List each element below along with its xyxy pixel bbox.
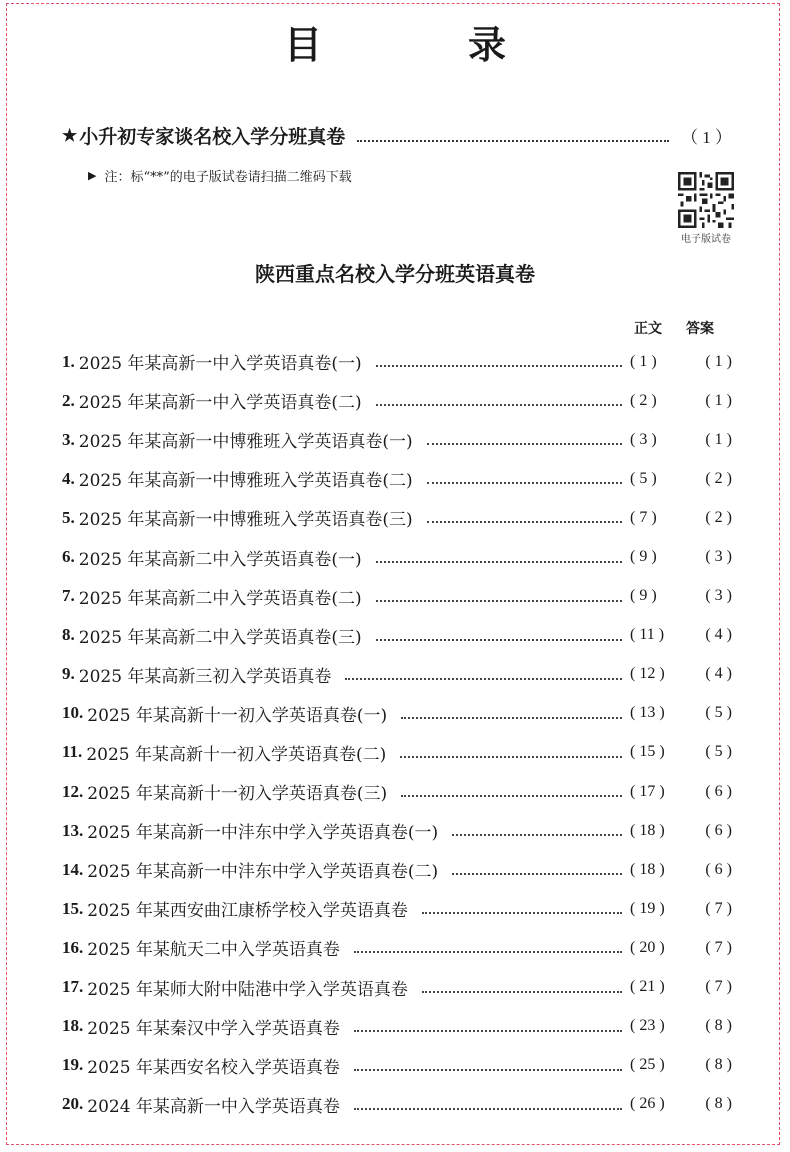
toc-entry-number: 4. bbox=[62, 468, 75, 488]
toc-entry-number: 18. bbox=[62, 1016, 84, 1036]
dot-leader bbox=[354, 1099, 622, 1110]
toc-entry-answer-page: ( 5 ) bbox=[705, 704, 732, 722]
toc-entry-main-page: ( 2 ) bbox=[630, 391, 657, 409]
toc-entry-answer-page: ( 1 ) bbox=[705, 430, 732, 448]
lead-entry[interactable] bbox=[62, 122, 732, 149]
toc-entry-title: 2025 年某高新一中沣东中学入学英语真卷(二) bbox=[87, 862, 439, 883]
toc-entry-answer-page: ( 7 ) bbox=[705, 938, 732, 956]
column-header-answer: 答案 bbox=[686, 321, 714, 337]
dot-leader bbox=[427, 434, 622, 445]
toc-entry-main-page: ( 11 ) bbox=[630, 626, 665, 644]
dot-leader bbox=[376, 552, 622, 563]
toc-entry-number: 19. bbox=[62, 1055, 84, 1075]
dot-leader bbox=[376, 591, 622, 602]
toc-entry-answer-page: ( 8 ) bbox=[705, 1056, 732, 1074]
toc-entry-title: 2025 年某高新一中入学英语真卷(二) bbox=[78, 393, 362, 414]
toc-entry-answer-page: ( 1 ) bbox=[705, 391, 732, 409]
toc-entry[interactable] bbox=[62, 968, 732, 1007]
toc-entry-pages bbox=[630, 939, 732, 957]
dot-leader bbox=[376, 630, 622, 641]
dot-leader bbox=[452, 864, 622, 875]
toc-entry-main-page: ( 13 ) bbox=[630, 704, 665, 722]
toc-entry-title: 2025 年某西安曲江康桥学校入学英语真卷 bbox=[87, 901, 408, 922]
dot-leader bbox=[422, 982, 622, 993]
toc-entry-pages bbox=[630, 470, 732, 488]
toc-entry[interactable] bbox=[62, 850, 732, 889]
download-note-text: 注：标“**”的电子版试卷请扫描二维码下载 bbox=[104, 170, 352, 185]
toc-entry-title: 2025 年某高新一中入学英语真卷(一) bbox=[78, 354, 362, 375]
toc-entry[interactable] bbox=[62, 1046, 732, 1085]
toc-entry[interactable] bbox=[62, 1007, 732, 1046]
qr-code-icon[interactable] bbox=[678, 172, 734, 228]
toc-entry[interactable] bbox=[62, 655, 732, 694]
toc-entry-title: 2025 年某高新十一初入学英语真卷(三) bbox=[87, 784, 388, 805]
toc-entry-pages bbox=[630, 861, 732, 879]
dot-leader bbox=[345, 669, 622, 680]
toc-entry-answer-page: ( 3 ) bbox=[705, 548, 732, 566]
toc-entry-number: 3. bbox=[62, 429, 75, 449]
toc-entry-title: 2025 年某高新一中沣东中学入学英语真卷(一) bbox=[87, 823, 439, 844]
toc-entry[interactable] bbox=[62, 772, 732, 811]
download-note bbox=[88, 166, 352, 185]
toc-entry-title: 2025 年某高新三初入学英语真卷 bbox=[78, 666, 332, 687]
toc-entry[interactable] bbox=[62, 459, 732, 498]
dot-leader bbox=[376, 395, 622, 406]
toc-entry-title: 2025 年某高新十一初入学英语真卷(二) bbox=[86, 744, 387, 765]
column-headers bbox=[634, 318, 714, 338]
toc-entry-main-page: ( 9 ) bbox=[630, 548, 657, 566]
toc-entry-number: 17. bbox=[62, 977, 84, 997]
toc-entry-pages bbox=[630, 704, 732, 722]
triangle-right-icon: ▶ bbox=[88, 169, 97, 182]
toc-entry-number: 9. bbox=[62, 664, 75, 684]
dot-leader bbox=[427, 512, 622, 523]
toc-entry-main-page: ( 3 ) bbox=[630, 430, 657, 448]
toc-entry[interactable] bbox=[62, 928, 732, 967]
toc-entry[interactable] bbox=[62, 577, 732, 616]
toc-entry-number: 12. bbox=[62, 781, 84, 801]
toc-entry-main-page: ( 25 ) bbox=[630, 1056, 665, 1074]
toc-entry-main-page: ( 19 ) bbox=[630, 899, 665, 917]
dot-leader bbox=[376, 356, 622, 367]
toc-entry-number: 15. bbox=[62, 898, 84, 918]
dot-leader bbox=[427, 473, 622, 484]
toc-entry-title: 2025 年某高新二中入学英语真卷(一) bbox=[78, 549, 362, 570]
toc-entry-main-page: ( 5 ) bbox=[630, 469, 657, 487]
toc-list bbox=[62, 342, 732, 1124]
toc-entry[interactable] bbox=[62, 811, 732, 850]
toc-entry-number: 8. bbox=[62, 625, 75, 645]
toc-entry[interactable] bbox=[62, 694, 732, 733]
toc-entry-answer-page: ( 6 ) bbox=[705, 821, 732, 839]
toc-entry-number: 1. bbox=[62, 351, 75, 371]
toc-entry[interactable] bbox=[62, 889, 732, 928]
toc-entry-main-page: ( 9 ) bbox=[630, 587, 657, 605]
toc-entry-number: 20. bbox=[62, 1094, 84, 1114]
toc-entry-title: 2025 年某高新二中入学英语真卷(三) bbox=[78, 627, 362, 648]
section-title: 陕西重点名校入学分班英语真卷 bbox=[255, 262, 535, 286]
star-icon: ★ bbox=[62, 125, 78, 146]
toc-entry-pages bbox=[630, 1056, 732, 1074]
dot-leader bbox=[354, 1021, 622, 1032]
toc-entry-answer-page: ( 6 ) bbox=[705, 782, 732, 800]
toc-entry-pages bbox=[630, 783, 732, 801]
toc-entry-main-page: ( 15 ) bbox=[630, 743, 665, 761]
toc-entry-main-page: ( 18 ) bbox=[630, 860, 665, 878]
dot-leader bbox=[401, 786, 622, 797]
toc-entry-answer-page: ( 4 ) bbox=[705, 626, 732, 644]
dot-leader bbox=[401, 708, 622, 719]
toc-entry-answer-page: ( 7 ) bbox=[705, 899, 732, 917]
toc-entry-pages bbox=[630, 1095, 732, 1113]
toc-entry[interactable] bbox=[62, 420, 732, 459]
lead-entry-page: （ 1 ） bbox=[681, 128, 732, 147]
toc-entry-title: 2025 年某西安名校入学英语真卷 bbox=[87, 1057, 340, 1078]
toc-entry[interactable] bbox=[62, 381, 732, 420]
toc-entry-title: 2025 年某高新一中博雅班入学英语真卷(二) bbox=[78, 471, 413, 492]
page-title: 目 录 bbox=[283, 22, 560, 67]
dot-leader bbox=[452, 825, 622, 836]
lead-entry-title: 小升初专家谈名校入学分班真卷 bbox=[79, 126, 346, 148]
toc-entry-answer-page: ( 8 ) bbox=[705, 1095, 732, 1113]
toc-entry-number: 13. bbox=[62, 820, 84, 840]
toc-entry-number: 10. bbox=[62, 703, 84, 723]
dot-leader bbox=[354, 942, 622, 953]
toc-entry-pages bbox=[630, 587, 732, 605]
toc-entry-number: 11. bbox=[62, 742, 83, 762]
toc-entry-pages bbox=[630, 509, 732, 527]
toc-entry-answer-page: ( 1 ) bbox=[705, 352, 732, 370]
toc-entry-main-page: ( 26 ) bbox=[630, 1095, 665, 1113]
toc-entry-answer-page: ( 8 ) bbox=[705, 1017, 732, 1035]
toc-entry[interactable] bbox=[62, 498, 732, 537]
toc-entry-title: 2024 年某高新一中入学英语真卷 bbox=[87, 1096, 340, 1117]
toc-entry-number: 16. bbox=[62, 937, 84, 957]
toc-entry-main-page: ( 17 ) bbox=[630, 782, 665, 800]
toc-entry-number: 14. bbox=[62, 859, 84, 879]
toc-entry-answer-page: ( 6 ) bbox=[705, 860, 732, 878]
dot-leader bbox=[354, 1060, 622, 1071]
toc-entry-main-page: ( 20 ) bbox=[630, 938, 665, 956]
toc-entry-number: 5. bbox=[62, 507, 75, 527]
toc-entry[interactable] bbox=[62, 342, 732, 381]
toc-entry-pages bbox=[630, 431, 732, 449]
toc-entry-answer-page: ( 2 ) bbox=[705, 469, 732, 487]
toc-entry-answer-page: ( 5 ) bbox=[705, 743, 732, 761]
dot-leader bbox=[422, 903, 622, 914]
toc-entry-title: 2025 年某秦汉中学入学英语真卷 bbox=[87, 1018, 340, 1039]
toc-entry-pages bbox=[630, 743, 732, 761]
toc-entry-pages bbox=[630, 548, 732, 566]
toc-entry-main-page: ( 1 ) bbox=[630, 352, 657, 370]
toc-entry-pages bbox=[630, 822, 732, 840]
toc-entry-answer-page: ( 3 ) bbox=[705, 587, 732, 605]
toc-entry-main-page: ( 18 ) bbox=[630, 821, 665, 839]
toc-entry-number: 2. bbox=[62, 390, 75, 410]
toc-entry-main-page: ( 12 ) bbox=[630, 665, 665, 683]
toc-entry[interactable] bbox=[62, 537, 732, 576]
toc-entry-main-page: ( 21 ) bbox=[630, 978, 665, 996]
toc-entry-pages bbox=[630, 626, 732, 644]
toc-entry-main-page: ( 7 ) bbox=[630, 508, 657, 526]
toc-entry-title: 2025 年某师大附中陆港中学入学英语真卷 bbox=[87, 979, 408, 1000]
dot-leader bbox=[357, 130, 669, 142]
toc-entry-pages bbox=[630, 392, 732, 410]
toc-entry-pages bbox=[630, 1017, 732, 1035]
toc-entry-number: 7. bbox=[62, 586, 75, 606]
column-header-main: 正文 bbox=[634, 321, 662, 337]
toc-entry-answer-page: ( 4 ) bbox=[705, 665, 732, 683]
toc-entry-answer-page: ( 7 ) bbox=[705, 978, 732, 996]
toc-entry-pages bbox=[630, 353, 732, 371]
toc-entry-pages bbox=[630, 978, 732, 996]
toc-entry[interactable] bbox=[62, 616, 732, 655]
toc-entry-title: 2025 年某高新十一初入学英语真卷(一) bbox=[87, 705, 388, 726]
dot-leader bbox=[400, 747, 622, 758]
toc-entry-pages bbox=[630, 900, 732, 918]
toc-entry-title: 2025 年某高新一中博雅班入学英语真卷(一) bbox=[78, 432, 413, 453]
qr-caption: 电子版试卷 bbox=[681, 234, 731, 245]
toc-entry[interactable] bbox=[62, 1085, 732, 1124]
toc-entry-title: 2025 年某高新二中入学英语真卷(二) bbox=[78, 588, 362, 609]
toc-entry[interactable] bbox=[62, 733, 732, 772]
toc-entry-title: 2025 年某高新一中博雅班入学英语真卷(三) bbox=[78, 510, 413, 531]
toc-entry-title: 2025 年某航天二中入学英语真卷 bbox=[87, 940, 340, 961]
toc-entry-answer-page: ( 2 ) bbox=[705, 508, 732, 526]
toc-entry-main-page: ( 23 ) bbox=[630, 1017, 665, 1035]
toc-entry-number: 6. bbox=[62, 547, 75, 567]
toc-entry-pages bbox=[630, 665, 732, 683]
